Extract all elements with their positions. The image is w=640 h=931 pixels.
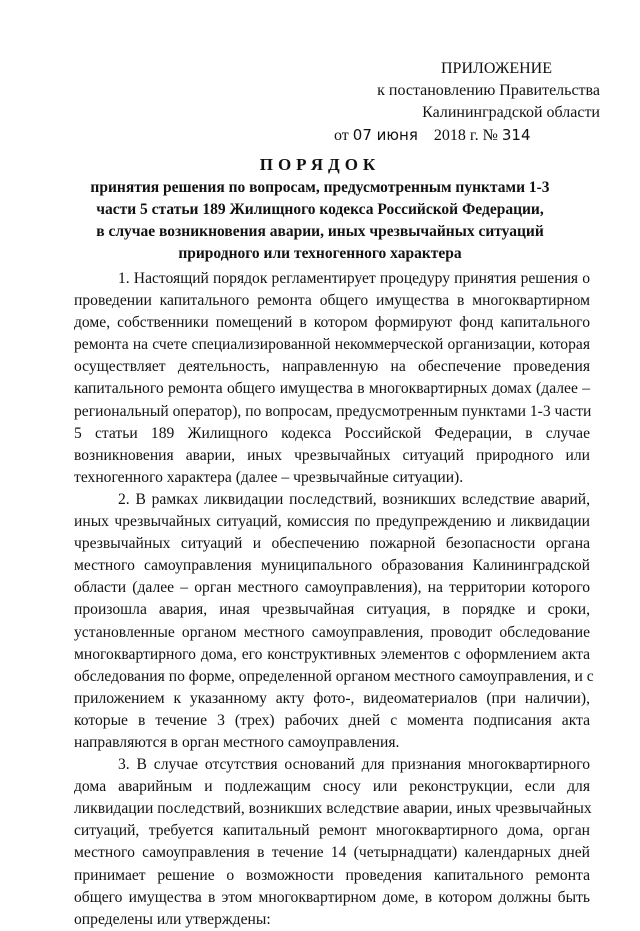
appendix-label: ПРИЛОЖЕНИЕ (440, 60, 552, 77)
paragraph-line: определены или утверждены: (74, 910, 271, 928)
document-body (74, 268, 594, 931)
paragraph-3 (74, 754, 590, 931)
paragraph-line: 5 статьи 189 Жилищного кодекса Российской Федерации, в случае (74, 424, 590, 442)
paragraph-line: доме, собственники помещений в котором формируют фонд капитального (74, 314, 590, 332)
paragraph-line: чрезвычайных ситуаций и обеспечению пожарной безопасности органа (74, 535, 590, 553)
resolution-number: 314 (501, 126, 531, 144)
paragraph-line: установленные органом местного самоуправления, проводит обследование (74, 623, 590, 641)
subtitle-line: части 5 статьи 189 Жилищного кодекса Российской Федерации, (96, 201, 544, 218)
date-year-number-label: 2018 г. № (433, 127, 498, 144)
appendix-header (330, 58, 600, 147)
paragraph-line: приложением к указанному акту фото-, видеоматериалов (при наличии), (74, 689, 590, 707)
appendix-date-line (330, 124, 600, 147)
paragraph-line: которые в течение 3 (трех) рабочих дней с момента подписания акта (74, 711, 590, 729)
date-day-month: 07 июня (352, 126, 418, 144)
subtitle-line: природного или техногенного характера (178, 245, 462, 262)
paragraph-line: местного самоуправления в течение 14 (четырнадцати) календарных дней (74, 844, 590, 862)
appendix-resolution-line: к постановлению Правительства (377, 82, 600, 99)
paragraph-2 (74, 489, 594, 754)
paragraph-line: осуществляет деятельность, направленную на обеспечение проведения (74, 358, 590, 376)
paragraph-line: многоквартирного дома, его конструктивных элементов с оформлением акта (74, 645, 590, 663)
paragraph-line: ликвидации последствий, возникших вследствие аварии, иных чрезвычайных (74, 800, 592, 818)
paragraph-line: местного самоуправления муниципального образования Калининградской (74, 557, 590, 575)
paragraph-line: иных чрезвычайных ситуаций, комиссия по предупреждению и ликвидации (74, 513, 590, 531)
document-subtitle (80, 177, 560, 265)
paragraph-line: капитального ремонта общего имущества в многоквартирных домах (далее – (74, 380, 590, 398)
subtitle-line: в случае возникновения аварии, иных чрезвычайных ситуаций (96, 223, 544, 240)
date-prefix: от (334, 127, 349, 144)
paragraph-1 (74, 268, 590, 489)
document-title: ПОРЯДОК (259, 155, 381, 174)
paragraph-line: 3. В случае отсутствия оснований для признания многоквартирного (118, 756, 590, 774)
appendix-region-line: Калининградской области (422, 104, 600, 121)
paragraph-line: возникновения аварии, иных чрезвычайных ситуаций природного или (74, 446, 590, 464)
paragraph-line: направляются в орган местного самоуправления. (74, 733, 400, 751)
paragraph-line: дома аварийным и подлежащим сносу или реконструкции, если для (74, 778, 590, 796)
paragraph-line: 2. В рамках ликвидации последствий, возникших вследствие аварий, (118, 490, 590, 508)
paragraph-line: региональный оператор), по вопросам, предусмотренным пунктами 1-3 части (74, 402, 592, 420)
subtitle-line: принятия решения по вопросам, предусмотренным пунктами 1-3 (90, 179, 550, 196)
paragraph-line: принимает решение о возможности проведения капитального ремонта (74, 866, 590, 884)
paragraph-line: произошла авария, иная чрезвычайная ситуация, в порядке и сроки, (74, 601, 590, 619)
paragraph-line: общего имущества в этом многоквартирном доме, в котором должны быть (74, 888, 590, 906)
paragraph-line: ситуаций, требуется капитальный ремонт многоквартирного дома, орган (74, 822, 590, 840)
paragraph-line: обследования по форме, определенной органом местного самоуправления, и с (74, 667, 594, 685)
paragraph-line: ремонта на счете специализированной некоммерческой организации, которая (74, 336, 590, 354)
paragraph-line: 1. Настоящий порядок регламентирует процедуру принятия решения о (118, 270, 590, 287)
paragraph-line: области (далее – орган местного самоуправления), на территории которого (74, 579, 590, 597)
paragraph-line: техногенного характера (далее – чрезвычайные ситуации). (74, 468, 464, 486)
paragraph-line: проведении капитального ремонта общего имущества в многоквартирном (74, 292, 590, 310)
